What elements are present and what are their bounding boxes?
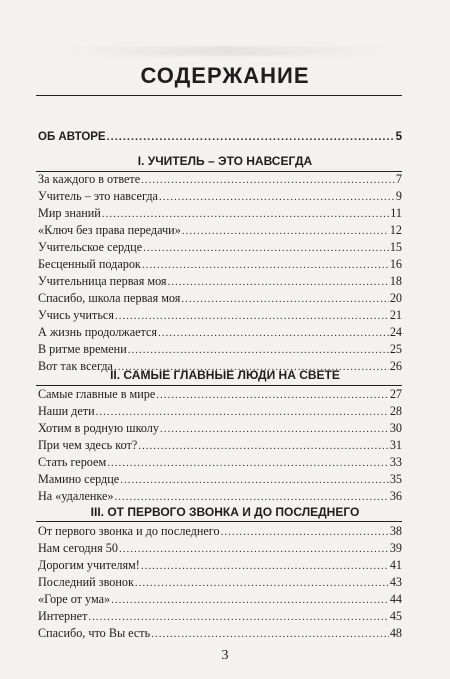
- dot-leader: [143, 240, 389, 257]
- toc-entry: [38, 403, 402, 420]
- toc-entry-label: За каждого в ответе: [38, 172, 141, 186]
- toc-entry-label: Мамино сердце: [38, 472, 120, 486]
- dot-leader: [151, 626, 389, 643]
- toc-entry-label: От первого звонка и до последнего: [38, 524, 220, 538]
- toc-entry-label: При чем здесь кот?: [38, 438, 138, 452]
- toc-entry-label: Последний звонок: [38, 575, 134, 589]
- dot-leader: [159, 189, 395, 206]
- section-heading-1: I. УЧИТЕЛЬ – ЭТО НАВСЕГДА: [137, 154, 313, 168]
- toc-entry-label: «Ключ без права передачи»: [38, 223, 181, 237]
- dot-leader: [88, 609, 388, 626]
- toc-entry-page: 30: [389, 421, 402, 435]
- toc-entry: [38, 625, 402, 642]
- toc-entry-label: Учись учиться: [38, 308, 114, 322]
- toc-entry: [38, 437, 402, 454]
- toc-entry-label: Дорогим учителям!: [38, 558, 140, 572]
- toc-entry-page: 11: [390, 206, 402, 220]
- toc-entry-page: 7: [395, 172, 402, 186]
- dot-leader: [135, 575, 389, 592]
- toc-entry: [38, 324, 402, 341]
- toc-entry-label: ОБ АВТОРЕ: [38, 131, 106, 143]
- dot-leader: [111, 592, 389, 609]
- toc-entry: [38, 273, 402, 290]
- dot-leader: [142, 257, 389, 274]
- toc-entry-page: 25: [389, 342, 402, 356]
- toc-entry: [38, 608, 402, 625]
- toc-entry-page: 31: [389, 438, 402, 452]
- toc-entry-label: Мир знаний: [38, 206, 101, 220]
- toc-entry-page: 24: [389, 325, 402, 339]
- toc-entry-label: На «удаленке»: [38, 489, 114, 503]
- section-heading-3: III. ОТ ПЕРВОГО ЗВОНКА И ДО ПОСЛЕДНЕГО: [90, 505, 360, 519]
- toc-entry-page: 28: [389, 404, 402, 418]
- toc-entry: [38, 574, 402, 591]
- toc-entry-page: 20: [389, 291, 402, 305]
- toc-entry-page: 43: [389, 575, 402, 589]
- bleed-through-text: [60, 46, 390, 56]
- toc-entry: [38, 307, 402, 324]
- toc-entry: [38, 454, 402, 471]
- toc-entry-label: Учитель – это навсегда: [38, 189, 158, 203]
- toc-entry: [38, 341, 402, 358]
- toc-entry: [38, 205, 402, 222]
- dot-leader: [96, 404, 389, 421]
- toc-entry-label: Стать героем: [38, 455, 107, 469]
- toc-entry-page: 27: [389, 387, 402, 401]
- dot-leader: [156, 387, 389, 404]
- toc-entry-page: 12: [389, 223, 402, 237]
- toc-entry: [38, 420, 402, 437]
- dot-leader: [158, 325, 389, 342]
- toc-entry-label: Бесценный подарок: [38, 257, 141, 271]
- toc-entry-label: Интернет: [38, 609, 88, 623]
- toc-entry-label: В ритме времени: [38, 342, 127, 356]
- toc-entry-label: Хотим в родную школу: [38, 421, 159, 435]
- toc-entry-page: 45: [389, 609, 402, 623]
- toc-entry: [38, 523, 402, 540]
- toc-entry-label: Учительница первая моя: [38, 274, 167, 288]
- dot-leader: [107, 129, 395, 146]
- dot-leader: [182, 223, 389, 240]
- dot-leader: [138, 438, 389, 455]
- toc-entry-page: 38: [389, 524, 402, 538]
- toc-entry: [38, 171, 402, 188]
- toc-entry-label: Спасибо, что Вы есть: [38, 626, 151, 640]
- toc-entry-page: 9: [395, 189, 402, 203]
- dot-leader: [115, 308, 389, 325]
- dot-leader: [181, 291, 388, 308]
- dot-leader: [107, 455, 389, 472]
- toc-entry: [38, 222, 402, 239]
- toc-entry-label: Наши дети: [38, 404, 95, 418]
- toc-entry-page: 36: [389, 489, 402, 503]
- toc-entry-page: 15: [389, 240, 402, 254]
- page-title: СОДЕРЖАНИЕ: [140, 63, 310, 88]
- dot-leader: [221, 524, 389, 541]
- toc-entry-page: 18: [389, 274, 402, 288]
- section-rule-3: [36, 521, 402, 522]
- section-heading-2: II. САМЫЕ ГЛАВНЫЕ ЛЮДИ НА СВЕТЕ: [110, 368, 340, 382]
- toc-entry-label: Учительское сердце: [38, 240, 143, 254]
- dot-leader: [168, 274, 389, 291]
- toc-entry: [38, 386, 402, 403]
- toc-entry: [38, 471, 402, 488]
- page-number: 3: [221, 648, 229, 663]
- toc-entry-label: Спасибо, школа первая моя: [38, 291, 181, 305]
- toc-entry-label: Самые главные в мире: [38, 387, 156, 401]
- toc-entry: [38, 256, 402, 273]
- toc-entry: [38, 540, 402, 557]
- toc-entry-label: Нам сегодня 50: [38, 541, 118, 555]
- toc-entry-page: 48: [389, 626, 402, 640]
- toc-entry-page: 5: [395, 131, 402, 143]
- toc-entry: [38, 290, 402, 307]
- title-rule: [36, 95, 402, 96]
- toc-entry: [38, 557, 402, 574]
- dot-leader: [160, 421, 389, 438]
- dot-leader: [141, 558, 389, 575]
- toc-entry-label: Вот так всегда: [38, 359, 113, 373]
- dot-leader: [128, 342, 389, 359]
- toc-entry-page: 39: [389, 541, 402, 555]
- toc-entry-author: [38, 129, 402, 146]
- toc-entry-page: 35: [389, 472, 402, 486]
- dot-leader: [102, 206, 389, 223]
- dot-leader: [119, 541, 389, 558]
- toc-entry-page: 26: [389, 359, 402, 373]
- dot-leader: [120, 472, 389, 489]
- toc-entry-page: 21: [389, 308, 402, 322]
- toc-entry-page: 33: [389, 455, 402, 469]
- toc-entry-page: 16: [389, 257, 402, 271]
- toc-entry-page: 41: [389, 558, 402, 572]
- toc-entry: [38, 188, 402, 205]
- toc-entry-label: «Горе от ума»: [38, 592, 111, 606]
- toc-entry: [38, 591, 402, 608]
- toc-entry-page: 44: [389, 592, 402, 606]
- toc-entry-label: А жизнь продолжается: [38, 325, 158, 339]
- toc-entry: [38, 239, 402, 256]
- dot-leader: [141, 172, 395, 189]
